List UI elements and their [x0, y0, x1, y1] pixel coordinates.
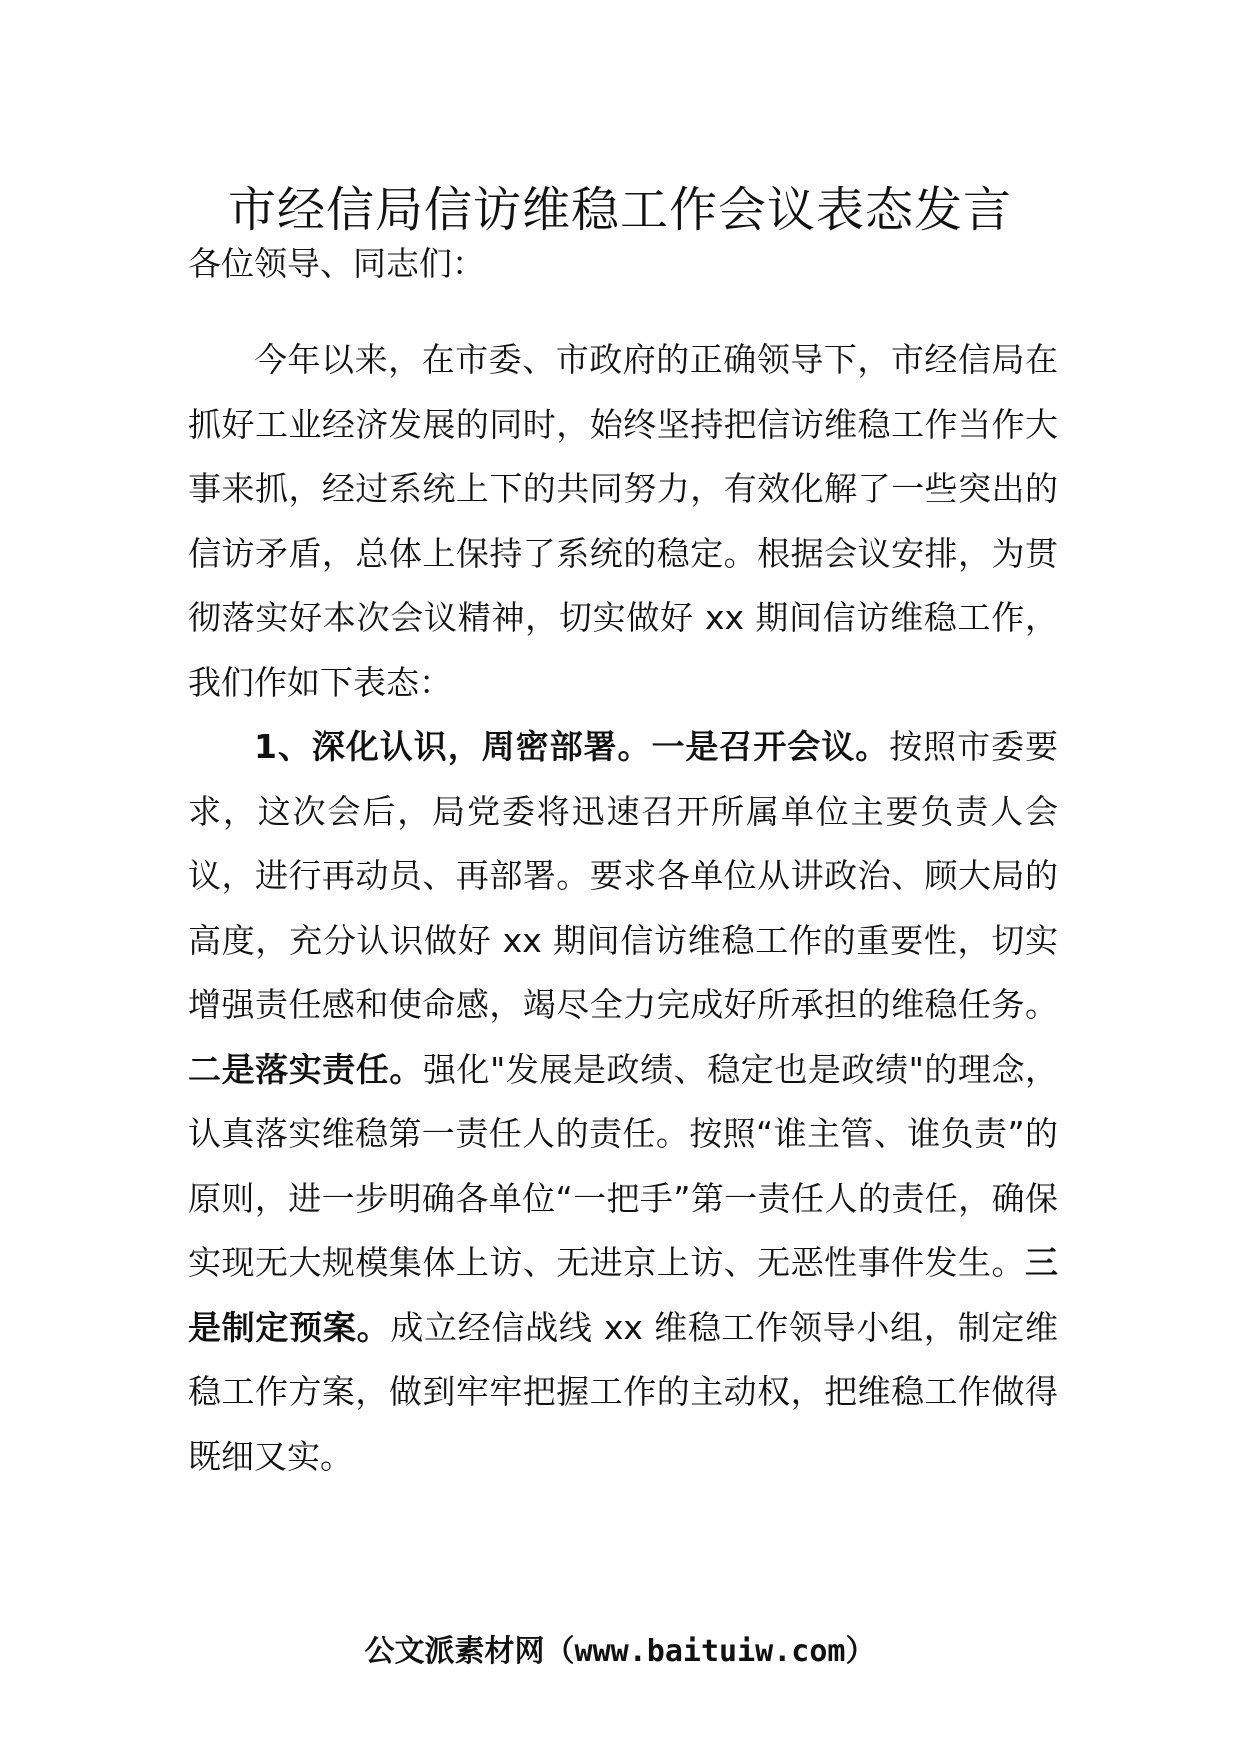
footer-watermark: [0, 1632, 1240, 1672]
document-body: [188, 328, 1058, 1489]
point-1-heading: 一是召开会议。: [651, 727, 890, 766]
footer-site-name: 公文派素材网: [364, 1634, 545, 1669]
page-title: 市经信局信访维稳工作会议表态发言: [227, 182, 1012, 238]
section-1-heading: 1、深化认识，周密部署。: [254, 727, 652, 766]
intro-paragraph: 今年以来，在市委、市政府的正确领导下，市经信局在抓好工业经济发展的同时，始终坚持把信访维稳工作当作大事来抓，经过系统上下的共同努力，有效化解了一些突出的信访矛盾，总体上保持了系统的稳定。根据会议安排，为贯彻落实好本次会议精神，切实做好 xx 期间信访维稳工作，我们作如下表态：: [188, 340, 1058, 702]
section-1-paragraph: [188, 715, 1058, 1489]
point-3-text: 成立经信战线 xx 维稳工作领导小组，制定维稳工作方案，做到牢牢把握工作的主动权，把维稳工作做得既细又实。: [188, 1307, 1058, 1476]
footer-paren-close: ）: [845, 1634, 876, 1669]
footer-url: www.baituiw.com: [574, 1634, 846, 1669]
point-2-heading: 二是落实责任。: [188, 1049, 423, 1089]
salutation: 各位领导、同志们：: [188, 244, 485, 283]
point-3-heading: 三是制定预案。: [188, 1243, 1058, 1347]
footer-paren-open: （: [544, 1634, 575, 1669]
point-2-text: 强化"发展是政绩、稳定也是政绩"的理念，认真落实维稳第一责任人的责任。按照“谁主管、谁负责”的原则，进一步明确各单位“一把手”第一责任人的责任，确保实现无大规模集体上访、无进京上访、无恶性事件发生。: [188, 1049, 1059, 1282]
point-1-text: 按照市委要求，这次会后，局党委将迅速召开所属单位主要负责人会议，进行再动员、再部署。要求各单位从讲政治、顾大局的高度，充分认识做好 xx 期间信访维稳工作的重要性，切实增强责任感和使命感，竭尽全力完成好所承担的维稳任务。: [188, 727, 1059, 1024]
